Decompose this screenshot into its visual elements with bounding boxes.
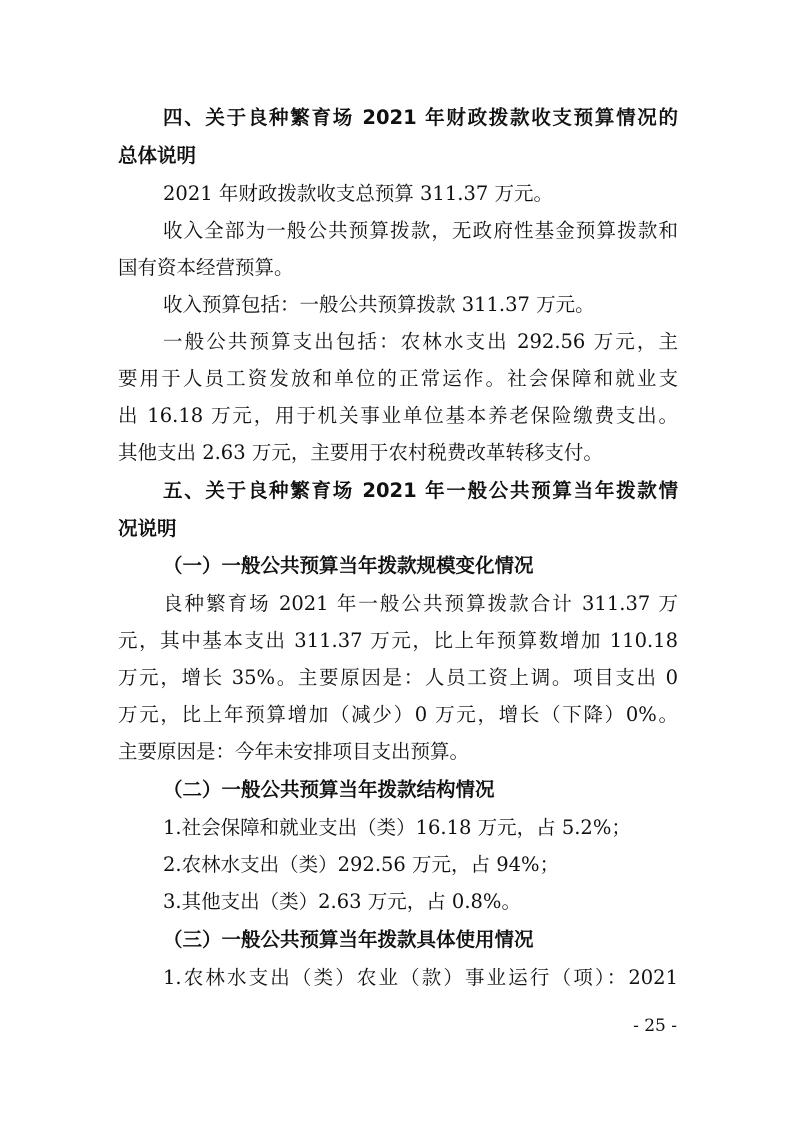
paragraph-expenditure-line-1: 一般公共预算支出包括：农林水支出 292.56 万元，主 — [163, 330, 678, 353]
section-4-heading-line-2: 总体说明 — [118, 144, 197, 167]
structure-item-2: 2.农林水支出（类）292.56 万元，占 94%； — [163, 853, 560, 876]
subheading-2: （二）一般公共预算当年拨款结构情况 — [163, 778, 495, 801]
subheading-1: （一）一般公共预算当年拨款规模变化情况 — [163, 554, 534, 577]
structure-item-3: 3.其他支出（类）2.63 万元，占 0.8%。 — [163, 890, 521, 913]
paragraph-expenditure-line-3: 出 16.18 万元，用于机关事业单位基本养老保险缴费支出。 — [118, 404, 678, 427]
paragraph-scale-line-2: 元，其中基本支出 311.37 万元，比上年预算数增加 110.18 — [118, 629, 678, 652]
paragraph-scale-line-4: 万元，比上年预算增加（减少）0 万元，增长（下降）0%。 — [118, 703, 678, 726]
paragraph-scale-line-1: 良种繁育场 2021 年一般公共预算拨款合计 311.37 万 — [163, 592, 678, 615]
paragraph-scale-line-3: 万元，增长 35%。主要原因是：人员工资上调。项目支出 0 — [118, 666, 678, 689]
structure-item-1: 1.社会保障和就业支出（类）16.18 万元，占 5.2%； — [163, 816, 631, 839]
page-number: - 25 - — [633, 1016, 677, 1036]
section-5-heading-line-1: 五、关于良种繁育场 2021 年一般公共预算当年拨款情 — [163, 479, 678, 502]
section-4-heading-line-1: 四、关于良种繁育场 2021 年财政拨款收支预算情况的 — [163, 106, 678, 129]
section-5-heading-line-2: 况说明 — [118, 517, 177, 540]
subheading-3: （三）一般公共预算当年拨款具体使用情况 — [163, 928, 534, 951]
paragraph-total-budget: 2021 年财政拨款收支总预算 311.37 万元。 — [163, 182, 553, 205]
paragraph-expenditure-line-4: 其他支出 2.63 万元，主要用于农村税费改革转移支付。 — [118, 441, 603, 464]
paragraph-scale-line-5: 主要原因是：今年未安排项目支出预算。 — [118, 740, 470, 763]
usage-item-1: 1.农林水支出（类）农业（款）事业运行（项）：2021 — [163, 966, 678, 989]
paragraph-income-source-line-1: 收入全部为一般公共预算拨款，无政府性基金预算拨款和 — [163, 219, 678, 242]
paragraph-income-budget: 收入预算包括：一般公共预算拨款 311.37 万元。 — [163, 293, 595, 316]
paragraph-income-source-line-2: 国有资本经营预算。 — [118, 256, 294, 279]
paragraph-expenditure-line-2: 要用于人员工资发放和单位的正常运作。社会保障和就业支 — [118, 367, 678, 390]
